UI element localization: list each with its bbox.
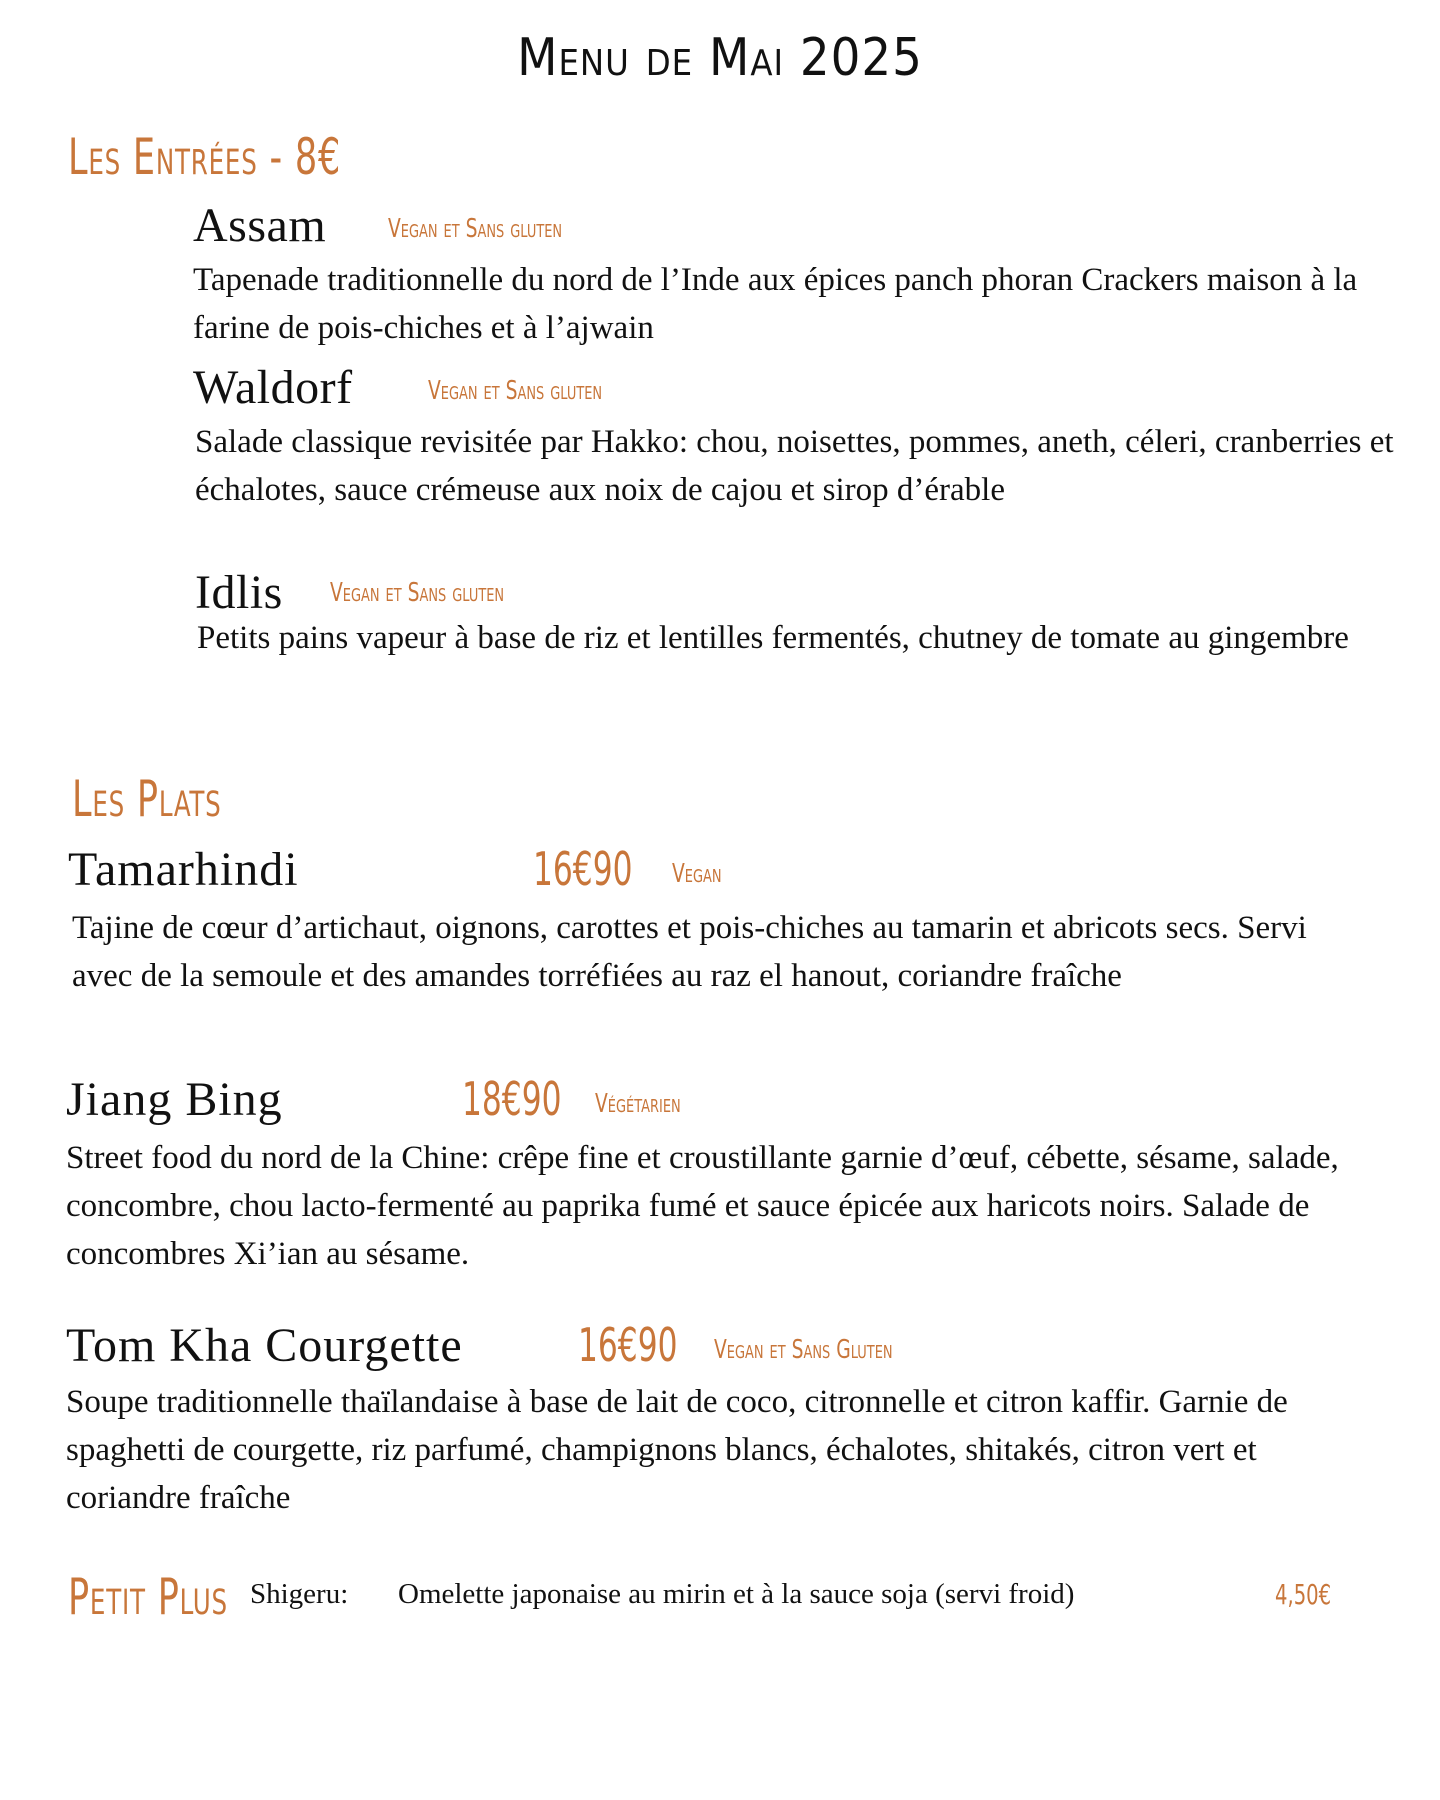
- dish-name-idlis: Idlis: [195, 566, 283, 619]
- dish-tag-jiang-bing: Végétarien: [595, 1089, 681, 1119]
- section-title-entrees: Les Entrées - 8€: [68, 128, 342, 186]
- dish-tag-assam: Vegan et Sans gluten: [388, 214, 563, 244]
- extra-dish-description: Omelette japonaise au mirin et à la sauce soja (servi froid): [398, 1578, 1075, 1610]
- dish-tag-waldorf: Vegan et Sans gluten: [428, 376, 603, 406]
- dish-tag-tom-kha-courgette: Vegan et Sans Gluten: [714, 1335, 893, 1365]
- dish-description-assam: Tapenade traditionnelle du nord de l’Inde aux épices panch phoran Crackers maison à la farine de pois-chiches et à l’ajwain: [193, 262, 1358, 346]
- dish-tag-tamarhindi: Vegan: [672, 859, 722, 889]
- menu-title: Menu de Mai 2025: [517, 28, 923, 88]
- dish-name-tom-kha-courgette: Tom Kha Courgette: [66, 1319, 463, 1372]
- dish-description-tamarhindi: Tajine de cœur d’artichaut, oignons, carottes et pois-chiches au tamarin et abricots secs. Servi avec de la semoule et des amandes torréfiées au raz el hanout, coriandre fraîche: [72, 910, 1307, 994]
- dish-name-assam: Assam: [193, 199, 327, 252]
- dish-description-tom-kha-courgette: Soupe traditionnelle thaïlandaise à base de lait de coco, citronnelle et citron kaffir. Garnie de spaghetti de courgette, riz parfumé, champignons blancs, échalotes, shitakés, citron vert et coriandre fraîche: [66, 1384, 1288, 1516]
- section-title-plats: Les Plats: [72, 770, 222, 828]
- dish-price-tamarhindi: 16€90: [533, 842, 633, 896]
- dish-description-waldorf: Salade classique revisitée par Hakko: chou, noisettes, pommes, aneth, céleri, cranberries et échalotes, sauce crémeuse aux noix de cajou et sirop d’érable: [195, 424, 1394, 508]
- dish-description-jiang-bing: Street food du nord de la Chine: crêpe fine et croustillante garnie d’œuf, cébette, sésame, salade, concombre, chou lacto-fermenté au paprika fumé et sauce épicée aux haricots noirs. Salade de concombres Xi’ian au sésame.: [66, 1140, 1339, 1272]
- dish-tag-idlis: Vegan et Sans gluten: [330, 578, 505, 608]
- extra-dish-price: 4,50€: [1275, 1578, 1332, 1611]
- dish-name-jiang-bing: Jiang Bing: [66, 1073, 283, 1126]
- dish-price-jiang-bing: 18€90: [462, 1072, 562, 1126]
- dish-name-tamarhindi: Tamarhindi: [68, 843, 299, 896]
- dish-name-waldorf: Waldorf: [193, 361, 353, 414]
- extra-dish-name: Shigeru:: [250, 1578, 349, 1610]
- dish-price-tom-kha-courgette: 16€90: [578, 1318, 678, 1372]
- dish-description-idlis: Petits pains vapeur à base de riz et lentilles fermentés, chutney de tomate au gingembre: [197, 620, 1349, 656]
- section-title-petit-plus: Petit Plus: [68, 1568, 228, 1626]
